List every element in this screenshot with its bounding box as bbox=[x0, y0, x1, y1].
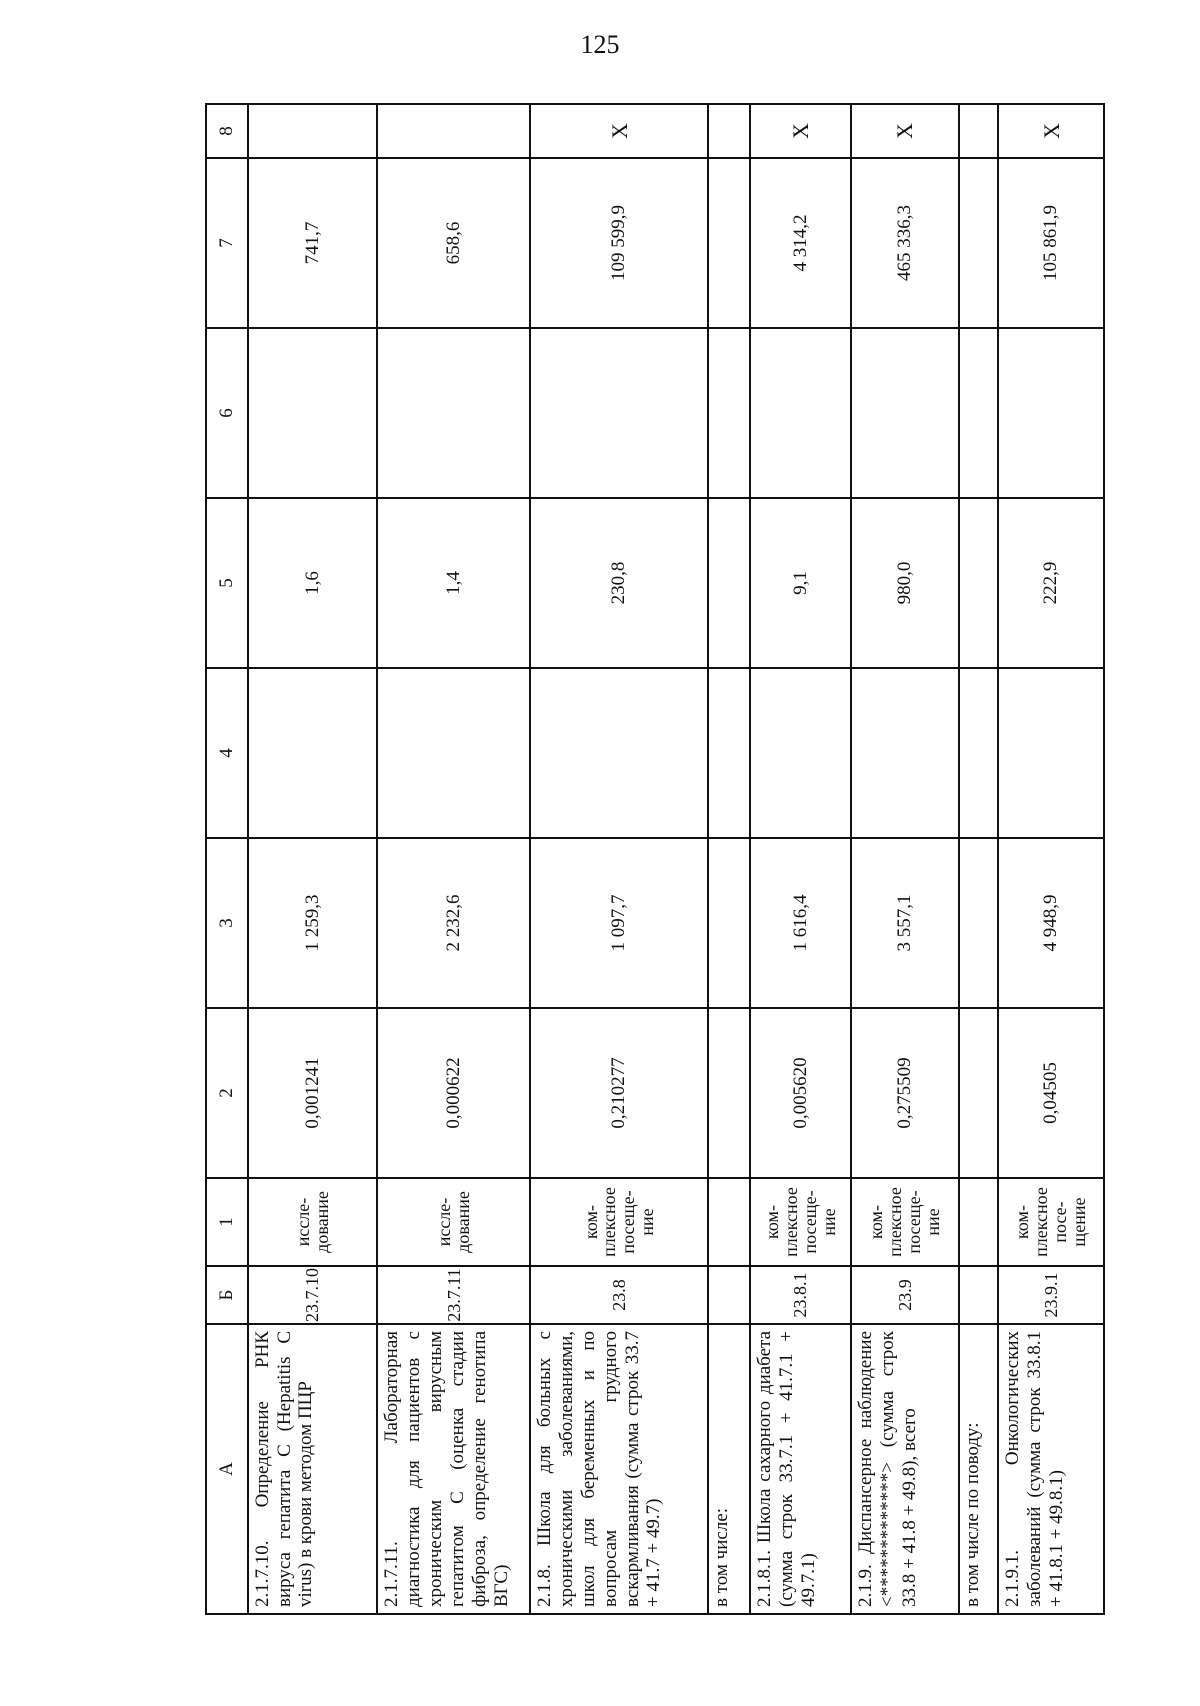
cell-col-6 bbox=[377, 328, 530, 498]
cell-col-4 bbox=[998, 668, 1104, 838]
cell-col-2: 0,005620 bbox=[750, 1008, 851, 1178]
cell-col-8: Х bbox=[851, 104, 959, 158]
table-row bbox=[998, 104, 1104, 1614]
cell-col-3: 1 259,3 bbox=[248, 838, 378, 1008]
subheader-label: в том числе: bbox=[708, 1324, 750, 1614]
col-header-6: 6 bbox=[206, 328, 248, 498]
empty-cell bbox=[959, 104, 999, 158]
cell-col-5: 9,1 bbox=[750, 498, 851, 668]
col-header-7: 7 bbox=[206, 158, 248, 328]
row-name: 2.1.9. Диспансерное наблюдение <*************> (сумма строк 33.8 + 41.8 + 49.8), всего bbox=[851, 1324, 959, 1614]
subheader-row bbox=[959, 104, 999, 1614]
row-code: 23.8 bbox=[530, 1266, 708, 1324]
cell-col-6 bbox=[998, 328, 1104, 498]
col-header-b: Б bbox=[206, 1266, 248, 1324]
cell-col-8: Х bbox=[998, 104, 1104, 158]
cell-col-5: 980,0 bbox=[851, 498, 959, 668]
cell-col-3: 1 097,7 bbox=[530, 838, 708, 1008]
empty-cell bbox=[959, 328, 999, 498]
col-header-a: А bbox=[206, 1324, 248, 1614]
cell-col-8 bbox=[248, 104, 378, 158]
tariff-table bbox=[205, 103, 1105, 1615]
empty-cell bbox=[959, 1008, 999, 1178]
cell-col-6 bbox=[248, 328, 378, 498]
cell-col-3: 2 232,6 bbox=[377, 838, 530, 1008]
row-code: 23.7.10 bbox=[248, 1266, 378, 1324]
row-unit: ком-плексное посеще-ние bbox=[530, 1178, 708, 1266]
empty-cell bbox=[708, 1178, 750, 1266]
cell-col-5: 1,4 bbox=[377, 498, 530, 668]
cell-col-3: 4 948,9 bbox=[998, 838, 1104, 1008]
row-name: 2.1.8.1. Школа сахарного диабета (сумма строк 33.7.1 + 41.7.1 + 49.7.1) bbox=[750, 1324, 851, 1614]
col-header-1: 1 bbox=[206, 1178, 248, 1266]
empty-cell bbox=[959, 838, 999, 1008]
cell-col-7: 658,6 bbox=[377, 158, 530, 328]
col-header-3: 3 bbox=[206, 838, 248, 1008]
cell-col-4 bbox=[530, 668, 708, 838]
table-row bbox=[851, 104, 959, 1614]
cell-col-5: 1,6 bbox=[248, 498, 378, 668]
empty-cell bbox=[708, 1266, 750, 1324]
cell-col-3: 1 616,4 bbox=[750, 838, 851, 1008]
subheader-label: в том числе по поводу: bbox=[959, 1324, 999, 1614]
row-name: 2.1.7.11. Лабораторная диагностика для пациентов с хроническим вирусным гепатитом С (оценка стадии фиброза, определение генотипа ВГС) bbox=[377, 1324, 530, 1614]
empty-cell bbox=[708, 328, 750, 498]
empty-cell bbox=[708, 158, 750, 328]
table-row bbox=[530, 104, 708, 1614]
cell-col-7: 741,7 bbox=[248, 158, 378, 328]
row-code: 23.9 bbox=[851, 1266, 959, 1324]
empty-cell bbox=[959, 1178, 999, 1266]
empty-cell bbox=[959, 498, 999, 668]
cell-col-2: 0,210277 bbox=[530, 1008, 708, 1178]
cell-col-6 bbox=[530, 328, 708, 498]
subheader-row bbox=[708, 104, 750, 1614]
row-code: 23.7.11 bbox=[377, 1266, 530, 1324]
cell-col-8: Х bbox=[530, 104, 708, 158]
cell-col-2: 0,275509 bbox=[851, 1008, 959, 1178]
cell-col-4 bbox=[248, 668, 378, 838]
col-header-2: 2 bbox=[206, 1008, 248, 1178]
cell-col-7: 105 861,9 bbox=[998, 158, 1104, 328]
empty-cell bbox=[708, 498, 750, 668]
empty-cell bbox=[959, 158, 999, 328]
rotated-table-wrapper bbox=[205, 105, 1105, 1615]
col-header-5: 5 bbox=[206, 498, 248, 668]
cell-col-2: 0,04505 bbox=[998, 1008, 1104, 1178]
header-row bbox=[206, 104, 248, 1614]
empty-cell bbox=[708, 838, 750, 1008]
empty-cell bbox=[708, 668, 750, 838]
cell-col-2: 0,001241 bbox=[248, 1008, 378, 1178]
cell-col-2: 0,000622 bbox=[377, 1008, 530, 1178]
cell-col-3: 3 557,1 bbox=[851, 838, 959, 1008]
row-unit: ком-плексное посеще-ние bbox=[750, 1178, 851, 1266]
row-unit: ком-плексное посе-щение bbox=[998, 1178, 1104, 1266]
empty-cell bbox=[708, 1008, 750, 1178]
row-code: 23.8.1 bbox=[750, 1266, 851, 1324]
cell-col-7: 465 336,3 bbox=[851, 158, 959, 328]
cell-col-6 bbox=[750, 328, 851, 498]
cell-col-4 bbox=[377, 668, 530, 838]
cell-col-8: Х bbox=[750, 104, 851, 158]
empty-cell bbox=[708, 104, 750, 158]
cell-col-4 bbox=[750, 668, 851, 838]
cell-col-8 bbox=[377, 104, 530, 158]
cell-col-6 bbox=[851, 328, 959, 498]
table-row bbox=[377, 104, 530, 1614]
row-code: 23.9.1 bbox=[998, 1266, 1104, 1324]
empty-cell bbox=[959, 668, 999, 838]
col-header-4: 4 bbox=[206, 668, 248, 838]
row-name: 2.1.9.1. Онкологических заболеваний (сумма строк 33.8.1 + 41.8.1 + 49.8.1) bbox=[998, 1324, 1104, 1614]
cell-col-5: 222,9 bbox=[998, 498, 1104, 668]
row-unit: иссле-дование bbox=[377, 1178, 530, 1266]
page-number: 125 bbox=[580, 30, 620, 59]
cell-col-4 bbox=[851, 668, 959, 838]
row-unit: иссле-дование bbox=[248, 1178, 378, 1266]
cell-col-7: 4 314,2 bbox=[750, 158, 851, 328]
col-header-8: 8 bbox=[206, 104, 248, 158]
row-unit: ком-плексное посеще-ние bbox=[851, 1178, 959, 1266]
row-name: 2.1.7.10. Определение РНК вируса гепатита С (Hepatitis C virus) в крови методом ПЦР bbox=[248, 1324, 378, 1614]
empty-cell bbox=[959, 1266, 999, 1324]
row-name: 2.1.8. Школа для больных с хроническими заболеваниями, школ для беременных и по вопросам грудного вскармливания (сумма строк 33.7 + 41.7 + 49.7) bbox=[530, 1324, 708, 1614]
cell-col-7: 109 599,9 bbox=[530, 158, 708, 328]
cell-col-5: 230,8 bbox=[530, 498, 708, 668]
table-row bbox=[248, 104, 378, 1614]
table-row bbox=[750, 104, 851, 1614]
